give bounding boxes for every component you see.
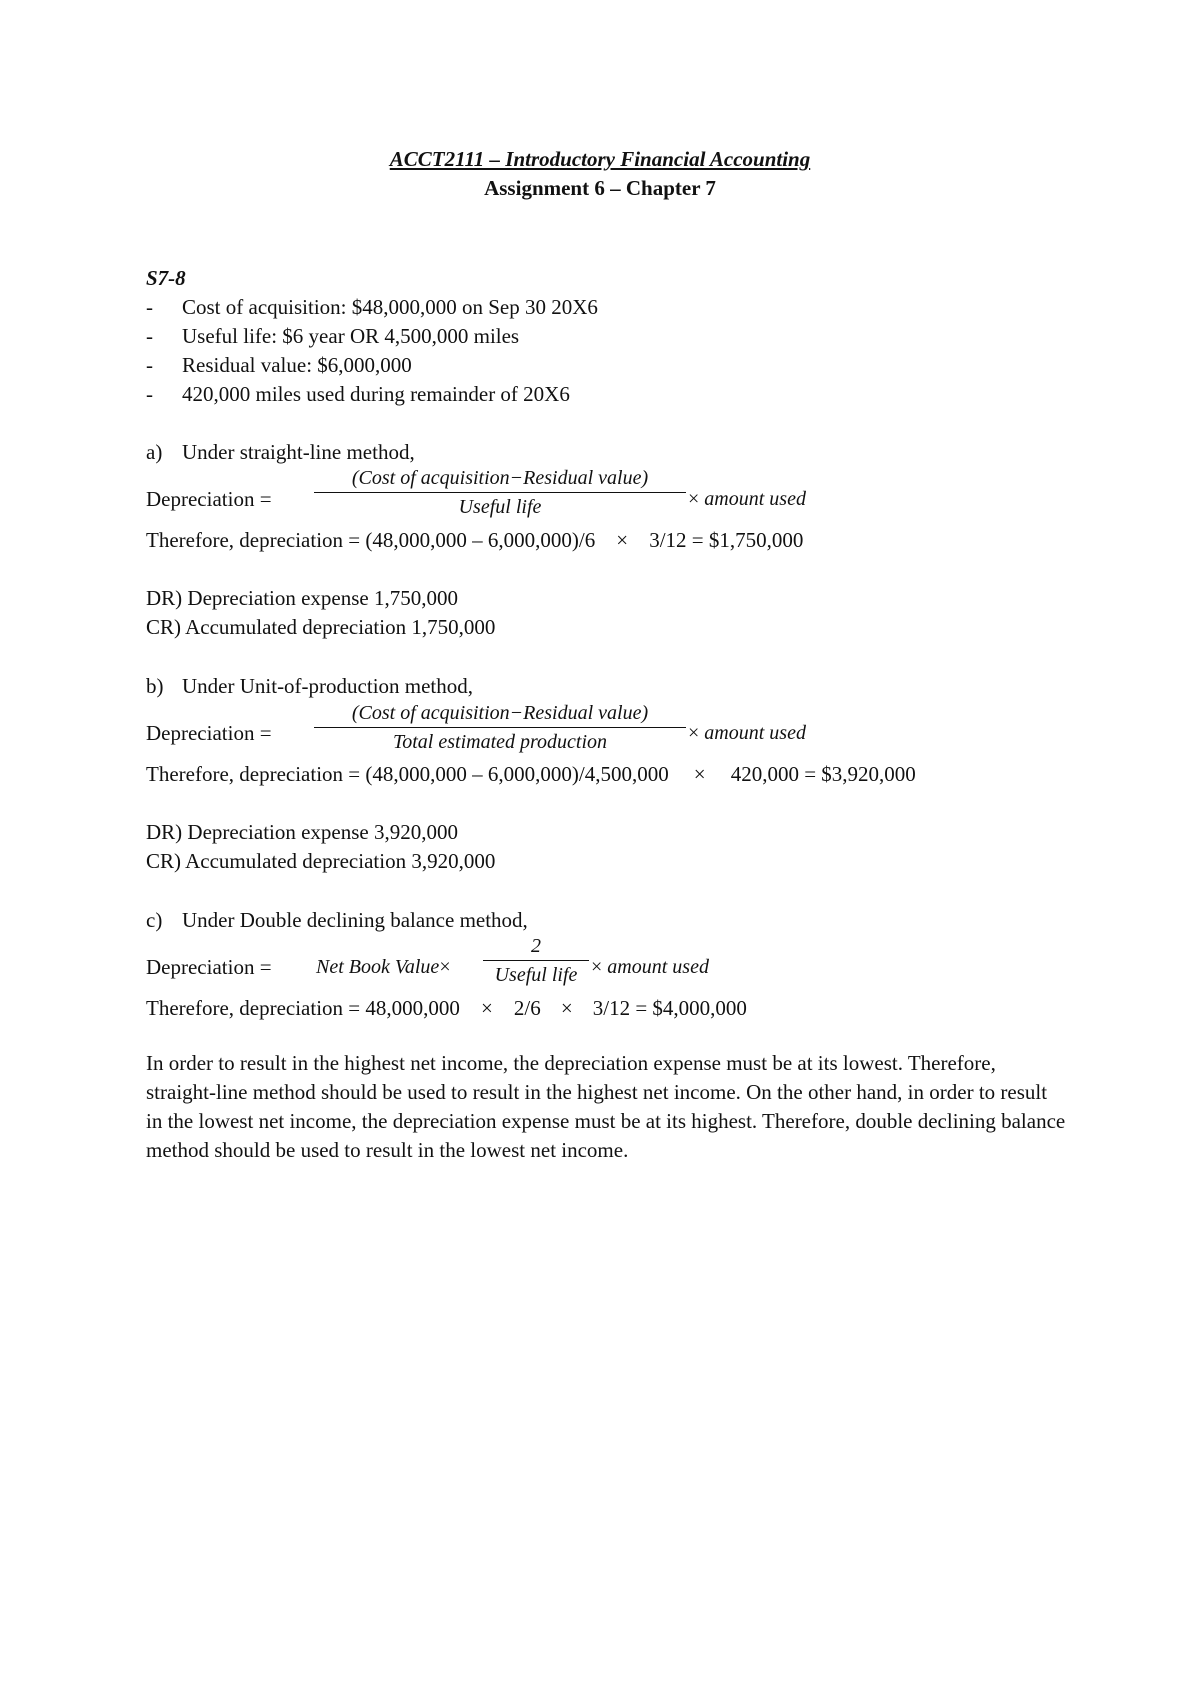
- part-b-title: b) Under Unit-of-production method,: [146, 674, 474, 698]
- fact-item: - Cost of acquisition: $48,000,000 on Sep 30 20X6: [146, 295, 598, 319]
- part-b-formula-tail: × amount used: [688, 722, 806, 744]
- part-a-title: a) Under straight-line method,: [146, 440, 415, 464]
- conclusion-paragraph: In order to result in the highest net income, the depreciation expense must be at its lowest. Therefore, straight-line method should be used to result in the highest net income. On the other hand, in order to result in the lowest net income, the depreciation expense must be at its highest. Therefore, double declining balance method should be used to result in the lowest net income.: [146, 1051, 1066, 1162]
- part-c-formula-tail: × amount used: [591, 956, 709, 978]
- part-b-formula-lhs: Depreciation =: [146, 721, 272, 745]
- part-c-fraction: [483, 936, 589, 985]
- part-a-journal-credit: CR) Accumulated depreciation 1,750,000: [146, 615, 496, 639]
- part-b-fraction: [314, 703, 686, 752]
- part-a-formula-tail: × amount used: [688, 488, 806, 510]
- fraction-numerator: 2: [483, 936, 589, 961]
- course-title: ACCT2111 – Introductory Financial Accounting: [389, 147, 811, 171]
- problem-heading: S7-8: [146, 266, 186, 290]
- assignment-title: Assignment 6 – Chapter 7: [484, 176, 716, 200]
- fraction-numerator: (Cost of acquisition−Residual value): [314, 703, 686, 728]
- part-a-fraction: [314, 468, 686, 517]
- part-b-journal-debit: DR) Depreciation expense 3,920,000: [146, 820, 458, 844]
- fraction-numerator: (Cost of acquisition−Residual value): [314, 468, 686, 493]
- fact-item: - Useful life: $6 year OR 4,500,000 miles: [146, 324, 520, 348]
- part-a-calculation: Therefore, depreciation = (48,000,000 – 6,000,000)/6 × 3/12 = $1,750,000: [146, 528, 804, 552]
- fraction-denominator: Useful life: [458, 496, 542, 518]
- fraction-denominator: Total estimated production: [392, 731, 608, 753]
- part-c-calculation: Therefore, depreciation = 48,000,000 × 2/6 × 3/12 = $4,000,000: [146, 996, 747, 1020]
- part-b-calculation: Therefore, depreciation = (48,000,000 – 6,000,000)/4,500,000 × 420,000 = $3,920,000: [146, 762, 916, 786]
- part-c-formula-lhs: Depreciation =: [146, 955, 272, 979]
- part-c-formula-lead: Net Book Value×: [316, 956, 451, 978]
- part-a-journal-debit: DR) Depreciation expense 1,750,000: [146, 586, 458, 610]
- fraction-denominator: Useful life: [494, 964, 578, 986]
- part-a-formula-lhs: Depreciation =: [146, 487, 272, 511]
- part-b-journal-credit: CR) Accumulated depreciation 3,920,000: [146, 849, 496, 873]
- fact-item: - Residual value: $6,000,000: [146, 353, 412, 377]
- part-c-title: c) Under Double declining balance method,: [146, 908, 528, 932]
- fact-item: - 420,000 miles used during remainder of 20X6: [146, 382, 570, 406]
